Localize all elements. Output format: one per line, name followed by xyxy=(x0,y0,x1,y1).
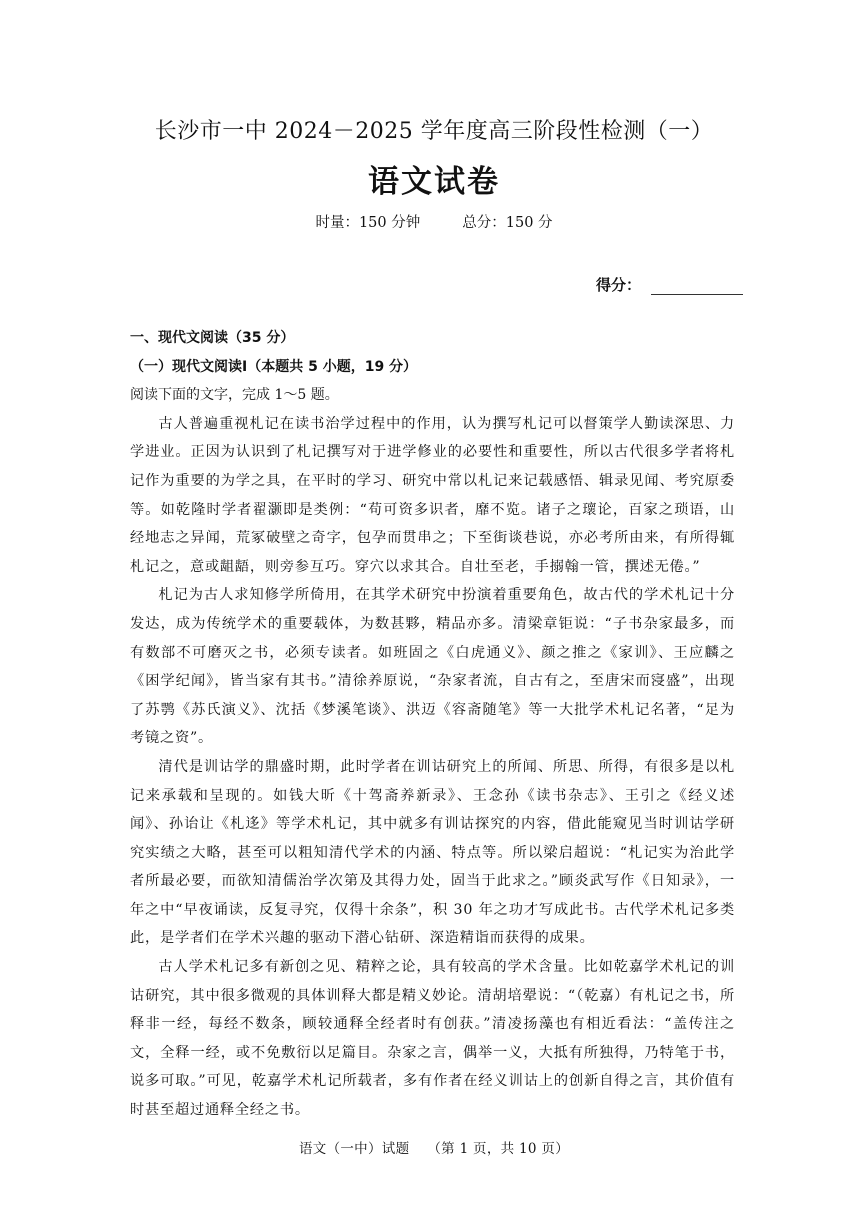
score-blank-line xyxy=(651,276,743,295)
footer-subject: 语文（一中）试题 xyxy=(298,1141,410,1157)
sub-heading: （一）现代文阅读Ⅰ（本题共 5 小题，19 分） xyxy=(130,358,418,375)
exam-meta xyxy=(0,211,868,232)
score-label: 得分： xyxy=(596,276,642,294)
passage-paragraph-2: 札记为古人求知修学所倚用，在其学术研究中扮演着重要角色，故古代的学术札记十分发达，成为传统学术的重要载体，为数甚夥，精品亦多。清梁章钜说：“子书杂家最多，而有数部不可磨灭之书，必须专读者。如班固之《白虎通义》、颜之推之《家训》、王应麟之《困学纪闻》，皆当家有其书。”清徐养原说，“杂家者流，自古有之，至唐宋而寖盛”，出现了苏鹗《苏氏演义》、沈括《梦溪笔谈》、洪迈《容斋随笔》等一大批学术札记名著，“足为考镜之资”。 xyxy=(130,587,735,747)
passage-paragraph-4: 古人学术札记多有新创之见、精粹之论，具有较高的学术含量。比如乾嘉学术札记的训诂研究，其中很多微观的具体训释大都是精义妙论。清胡培翚说：“（乾嘉）有札记之书，所释非一经，每经不数条，顾较通释全经者时有创获。”清凌扬藻也有相近看法：“盖传注之文，全释一经，或不免敷衍以足篇目。杂家之言，偶举一义，大抵有所独得，乃特笔于书，说多可取。”可见，乾嘉学术札记所载者，多有作者在经义训诂上的创新自得之言，其价值有时甚至超过通释全经之书。 xyxy=(130,959,735,1119)
passage-paragraph-1: 古人普遍重视札记在读书治学过程中的作用，认为撰写札记可以督策学人勤读深思、力学进业。正因为认识到了札记撰写对于进学修业的必要性和重要性，所以古代很多学者将札记作为重要的为学之具，在平时的学习、研究中常以札记来记载感悟、辑录见闻、考究原委等。如乾隆时学者翟灏即是类例：“苟可资多识者，靡不览。诸子之瓌论，百家之琐语，山经地志之异闻，荒冢破壁之奇字，包孕而贯串之；下至街谈巷说，亦必考所由来，有所得辄札记之，意或龃龉，则旁参互巧。穿穴以求其合。自壮至老，手搦翰一管，撰述无倦。” xyxy=(130,415,735,575)
subject-title: 语文试卷 xyxy=(368,164,500,200)
passage-paragraph-3: 清代是训诂学的鼎盛时期，此时学者在训诂研究上的所闻、所思、所得，有很多是以札记来承载和呈现的。如钱大昕《十驾斋养新录》、王念孙《读书杂志》、王引之《经义述闻》、孙诒让《札迻》等学术札记，其中就多有训诂探究的内容，借此能窥见当时训诂学研究实绩之大略，甚至可以粗知清代学术的内涵、特点等。所以梁启超说：“札记实为治此学者所最必要，而欲知清儒治学次第及其得力处，固当于此求之。”顾炎武写作《日知录》，一年之中“早夜诵读，反复寻究，仅得十余条”，积 30 年之功才写成此书。古代学术札记多类此，是学者们在学术兴趣的驱动下潜心钻研、深造精诣而获得的成果。 xyxy=(130,758,735,947)
instruction-text: 阅读下面的文字，完成 1～5 题。 xyxy=(130,387,339,404)
score-field xyxy=(596,274,743,295)
page-footer xyxy=(0,1137,868,1157)
exam-title: 长沙市一中 2024－2025 学年度高三阶段性检测（一） xyxy=(154,119,714,144)
section-heading: 一、现代文阅读（35 分） xyxy=(130,330,295,346)
total-score-label: 总分：150 分 xyxy=(462,215,553,231)
duration-label: 时量：150 分钟 xyxy=(315,215,421,231)
reading-section xyxy=(130,324,735,1125)
footer-page-info: （第 1 页，共 10 页） xyxy=(427,1141,570,1157)
